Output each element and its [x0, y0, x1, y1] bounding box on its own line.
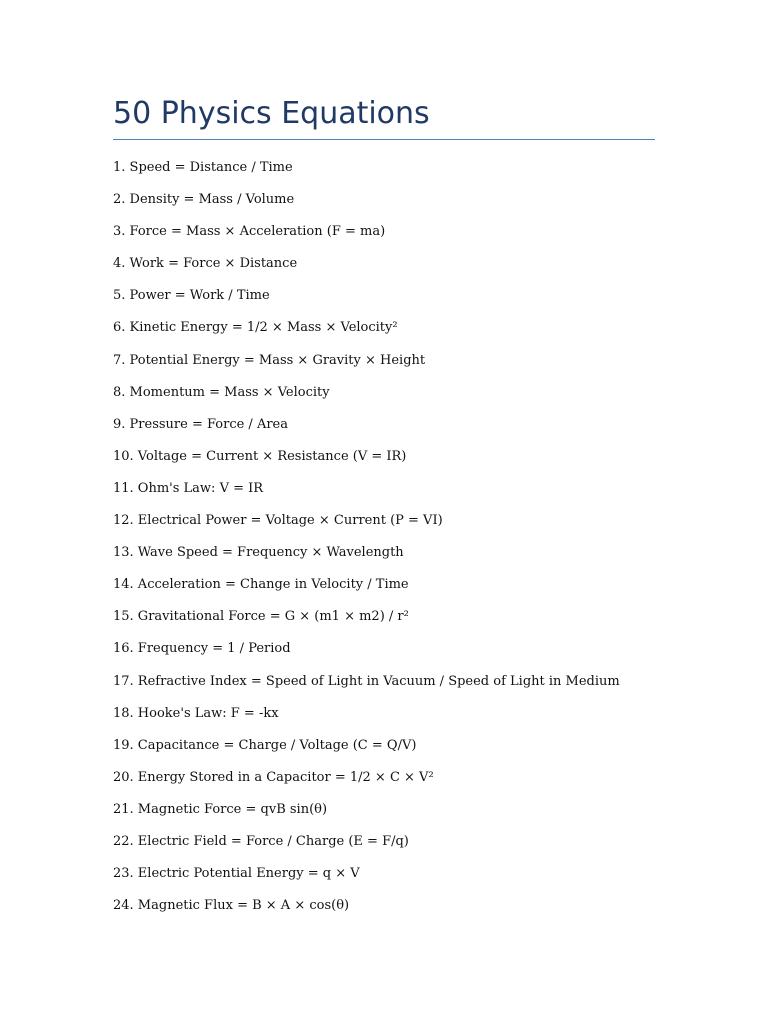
equation-item: 1. Speed = Distance / Time: [113, 160, 293, 175]
equation-item: 7. Potential Energy = Mass × Gravity × Height: [113, 352, 426, 368]
equation-item: 9. Pressure = Force / Area: [113, 416, 288, 432]
equation-item: 16. Frequency = 1 / Period: [113, 641, 291, 657]
title-underline-rule: [113, 139, 655, 140]
equation-item: 13. Wave Speed = Frequency × Wavelength: [113, 545, 404, 561]
equation-list: [113, 152, 673, 922]
equation-item: 2. Density = Mass / Volume: [113, 192, 295, 208]
equation-item: 15. Gravitational Force = G × (m1 × m2) / r²: [113, 609, 409, 625]
equation-item: 6. Kinetic Energy = 1/2 × Mass × Velocity²: [113, 320, 398, 336]
equation-item: 4. Work = Force × Distance: [113, 256, 298, 272]
equation-item: 3. Force = Mass × Acceleration (F = ma): [113, 224, 386, 240]
equation-item: 17. Refractive Index = Speed of Light in Vacuum / Speed of Light in Medium: [113, 673, 620, 689]
equation-item: 5. Power = Work / Time: [113, 288, 270, 304]
equation-item: 23. Electric Potential Energy = q × V: [113, 866, 360, 882]
equation-item: 14. Acceleration = Change in Velocity / Time: [113, 577, 409, 593]
equation-item: 22. Electric Field = Force / Charge (E = F/q): [113, 833, 409, 849]
document-title: 50 Physics Equations: [113, 96, 430, 131]
equation-item: 10. Voltage = Current × Resistance (V = IR): [113, 448, 407, 464]
equation-item: 8. Momentum = Mass × Velocity: [113, 384, 330, 400]
equation-item: 24. Magnetic Flux = B × A × cos(θ): [113, 898, 350, 914]
equation-item: 20. Energy Stored in a Capacitor = 1/2 × C × V²: [113, 769, 434, 785]
equation-item: 19. Capacitance = Charge / Voltage (C = Q/V): [113, 737, 417, 753]
equation-item: 21. Magnetic Force = qvB sin(θ): [113, 801, 328, 817]
equation-item: 12. Electrical Power = Voltage × Current (P = VI): [113, 513, 443, 529]
equation-item: 18. Hooke's Law: F = -kx: [113, 705, 279, 721]
equation-item: 11. Ohm's Law: V = IR: [113, 480, 264, 496]
